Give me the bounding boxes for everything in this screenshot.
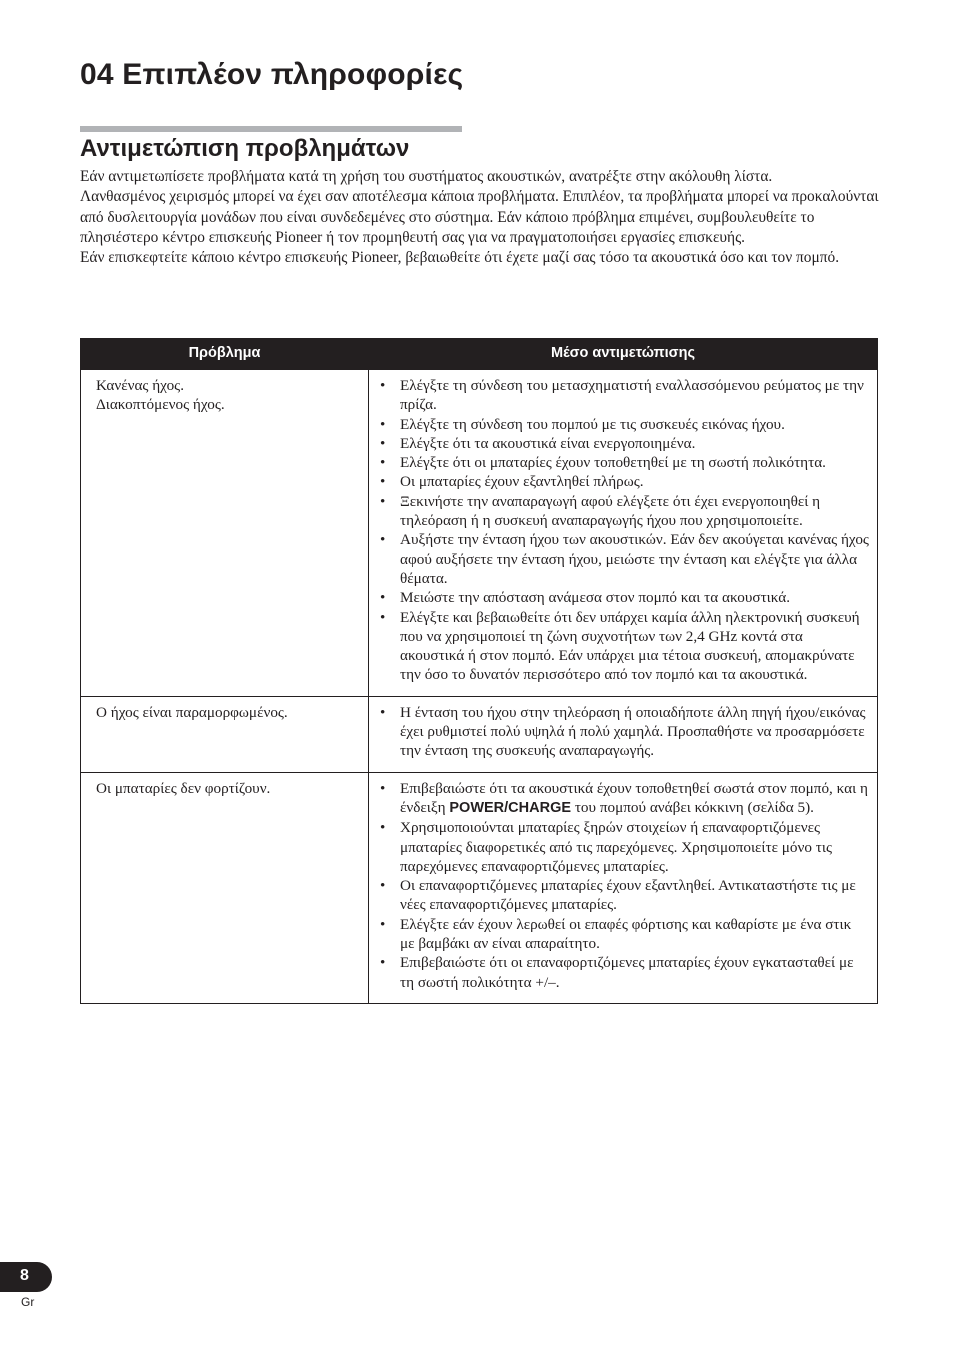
remedy-item: • Ελέγξτε και βεβαιωθείτε ότι δεν υπάρχει καμία άλλη ηλεκτρονική συσκευή που να χρησιμοποιεί τη ζώνη συχνοτήτων των 2,4 GHz κοντά στα ακουστικά ή στον πομπό. Εάν υπάρχει μια τέτοια συσκευή, απομακρύνατε την όσο το δυνατόν περισσότερο από τον πομπό και τα ακουστικά. [375, 608, 869, 685]
remedy-item: • Αυξήστε την ένταση ήχου των ακουστικών. Εάν δεν ακούγεται κανένας ήχος αφού αυξήσετε την ένταση ήχου, μειώστε την ένταση και ελέγξτε για άλλα θέματα. [375, 530, 869, 588]
remedy-cell [369, 370, 878, 697]
header-remedy: Μέσο αντιμετώπισης [369, 339, 878, 370]
intro-paragraph: Λανθασμένος χειρισμός μπορεί να έχει σαν αποτέλεσμα κάποια προβλήματα. Επιπλέον, τα προβλήματα μπορεί να προκαλούνται από δυσλειτουργία μονάδων που είναι συνδεδεμένες στο σύστημα. Εάν κάποιο πρόβλημα επιμένει, συμβουλευθείτε το πλησιέστερο κέντρο επισκευής Pioneer ή τον προμηθευτή σας για να πραγματοποιήσει εργασίες επισκευής. [80, 188, 879, 246]
problem-cell [81, 370, 369, 697]
power-charge-indicator-label: POWER/CHARGE [449, 799, 572, 816]
remedy-item: • Οι μπαταρίες έχουν εξαντληθεί πλήρως. [375, 472, 869, 491]
remedy-text: του πομπού ανάβει κόκκινη (σελίδα 5). [571, 798, 814, 816]
page-number: 8 [20, 1267, 29, 1284]
problem-cell [81, 772, 369, 1003]
chapter-title: 04 Επιπλέον πληροφορίες [80, 58, 464, 91]
table-row [81, 696, 878, 772]
remedy-item [375, 779, 869, 819]
remedy-item: • Ελέγξτε τη σύνδεση του πομπού με τις συσκευές εικόνας ήχου. [375, 415, 869, 434]
problem-cell [81, 696, 369, 772]
remedy-text: Επιβεβαιώστε ότι τα ακουστικά έχουν τοποθετηθεί σωστά στον πομπό, και η ένδειξη [400, 779, 868, 816]
remedy-item: • Η ένταση του ήχου στην τηλεόραση ή οποιαδήποτε άλλη πηγή ήχου/εικόνας έχει ρυθμιστεί πολύ υψηλά ή πολύ χαμηλά. Προσπαθήστε να προσαρμόσετε την ένταση της συσκευής αναπαραγωγής. [375, 703, 869, 761]
remedy-item: • Χρησιμοποιούνται μπαταρίες ξηρών στοιχείων ή επαναφορτιζόμενες μπαταρίες διαφορετικές από τις παρεχόμενες. Χρησιμοποιείτε μόνο τις παρεχόμενες επαναφορτιζόμενες μπαταρίες. [375, 818, 869, 876]
remedy-cell [369, 696, 878, 772]
troubleshooting-table [80, 338, 878, 1004]
remedy-item: • Μειώστε την απόσταση ανάμεσα στον πομπό και τα ακουστικά. [375, 588, 869, 607]
header-problem: Πρόβλημα [81, 339, 369, 370]
remedy-cell [369, 772, 878, 1003]
problem-text: Διακοπτόμενος ήχος. [96, 396, 225, 414]
problem-text: Ο ήχος είναι παραμορφωμένος. [96, 703, 288, 721]
table-row [81, 772, 878, 1003]
intro-paragraph: Εάν επισκεφτείτε κάποιο κέντρο επισκευής Pioneer, βεβαιωθείτε ότι έχετε μαζί σας τόσο τα ακουστικά όσο και τον πομπό. [80, 249, 840, 267]
remedy-item: • Ελέγξτε εάν έχουν λερωθεί οι επαφές φόρτισης και καθαρίστε με ένα στικ με βαμβάκι αν είναι απαραίτητο. [375, 915, 869, 954]
problem-text: Κανένας ήχος. [96, 377, 184, 394]
remedy-item: • Ξεκινήστε την αναπαραγωγή αφού ελέγξετε ότι έχει ενεργοποιηθεί η τηλεόραση ή η συσκευή αναπαραγωγής ήχου που χρησιμοποιείτε. [375, 492, 869, 531]
section-divider [80, 126, 462, 132]
remedy-list [375, 779, 869, 992]
intro-paragraph: Εάν αντιμετωπίσετε προβλήματα κατά τη χρήση του συστήματος ακουστικών, ανατρέξτε στην ακόλουθη λίστα. [80, 168, 773, 185]
table-header-row [81, 339, 878, 370]
remedy-item: • Ελέγξτε ότι οι μπαταρίες έχουν τοποθετηθεί με τη σωστή πολικότητα. [375, 453, 869, 472]
language-code: Gr [21, 1295, 35, 1309]
remedy-list [375, 376, 869, 685]
remedy-item: • Επιβεβαιώστε ότι οι επαναφορτιζόμενες μπαταρίες έχουν εγκατασταθεί με τη σωστή πολικότητα +/–. [375, 953, 869, 992]
remedy-item: • Οι επαναφορτιζόμενες μπαταρίες έχουν εξαντληθεί. Αντικαταστήστε τις με νέες επαναφορτιζόμενες μπαταρίες. [375, 876, 869, 915]
remedy-item: • Ελέγξτε ότι τα ακουστικά είναι ενεργοποιημένα. [375, 434, 869, 453]
section-title: Αντιμετώπιση προβλημάτων [80, 135, 410, 162]
problem-text: Οι μπαταρίες δεν φορτίζουν. [96, 779, 271, 797]
remedy-item: • Ελέγξτε τη σύνδεση του μετασχηματιστή εναλλασσόμενου ρεύματος με την πρίζα. [375, 376, 869, 415]
remedy-list [375, 703, 869, 761]
table-row [81, 370, 878, 697]
intro-text [80, 167, 880, 268]
